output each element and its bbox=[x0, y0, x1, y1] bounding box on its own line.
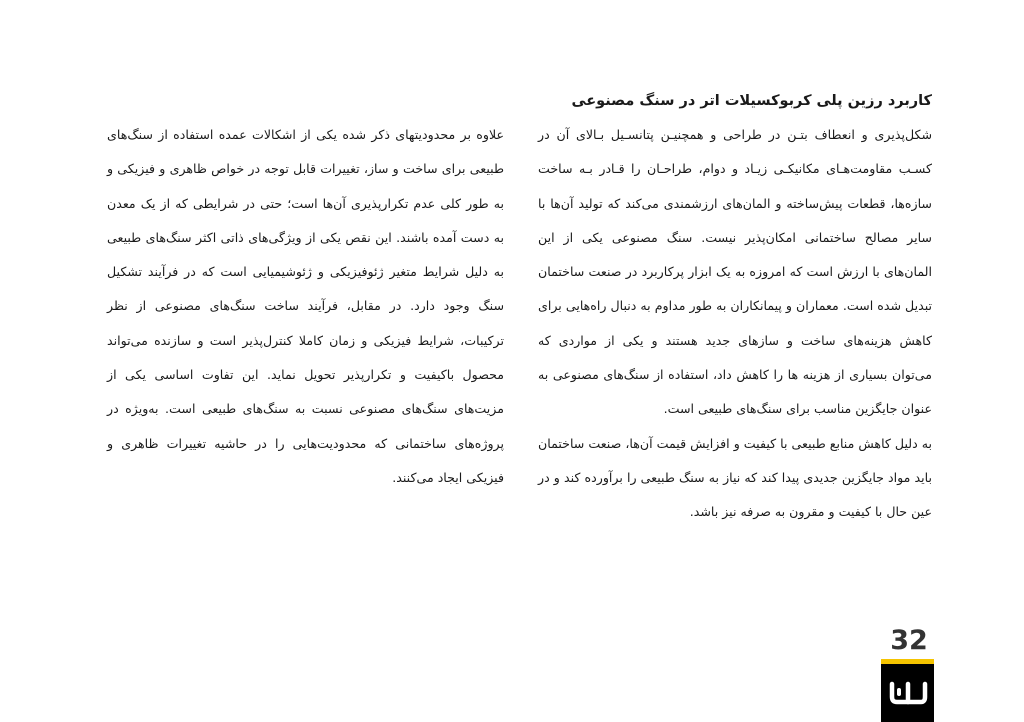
right-paragraph-1: شکل‌پذیری و انعطاف بتـن در طراحی و همچنیـن پتانسـیل بـالای آن در کسـب مقاومت‌هـای مکانیکـی زیـاد و دوام، طراحـان را قـادر بـه ساخت سازه‌ها، قطعات پیش‌ساخته و المان‌های ارزشمندی می‌کند که تولید آن‌ها با سایر مصالح ساختمانی امکان‌پذیر نیست. سنگ مصنوعی یکی از این المان‌های با ارزش است که امروزه به یک ابزار پرکاربرد در صنعت ساختمان تبدیل شده است. معماران و پیمانکاران به طور مداوم به دنبال راه‌هایی برای کاهش هزینه‌های ساخت و سازهای جدید هستند و یکی از مواردی که می‌توان بسیاری از هزینه ها را کاهش داد، استفاده از سنگ‌های مصنوعی به عنوان جایگزین مناسب برای سنگ‌های طبیعی است. bbox=[538, 127, 932, 417]
article-left-column bbox=[107, 118, 504, 495]
right-paragraph-2: به دلیل کاهش منابع طبیعی با کیفیت و افزایش قیمت آن‌ها، صنعت ساختمان باید مواد جایگزین جدیدی پیدا کند که نیاز به سنگ طبیعی را برآورده کند و در عین حال با کیفیت و مقرون به صرفه نیز باشد. bbox=[538, 435, 932, 520]
article-right-column bbox=[538, 84, 932, 530]
page-number: 32 bbox=[890, 625, 928, 656]
article-title: کاربرد رزین پلی کربوکسیلات اتر در سنگ مصنوعی bbox=[571, 93, 932, 109]
left-paragraph-1: علاوه بر محدودیتهای ذکر شده یکی از اشکالات عمده استفاده از سنگ‌های طبیعی برای ساخت و ساز، تغییرات قابل توجه در خواص ظاهری و فیزیکی و به طور کلی عدم تکرارپذیری آن‌ها است؛ حتی در شرایطی که از یک معدن به دست آمده باشند. این نقص یکی از ویژگی‌های ذاتی اکثر سنگ‌های طبیعی به دلیل شرایط متغیر ژئوفیزیکی و ژئوشیمیایی است که در فرآیند تشکیل سنگ وجود دارد. در مقابل، فرآیند ساخت سنگ‌های مصنوعی از نظر ترکیبات، شرایط فیزیکی و زمان کاملا کنترل‌پذیر است و سازنده می‌تواند محصول باکیفیت و تکرارپذیر تحویل نماید. این تفاوت اساسی یکی از مزیت‌های سنگ‌های مصنوعی نسبت به سنگ‌های طبیعی است. به‌ویژه در پروژه‌های ساختمانی که محدودیت‌هایی را در حاشیه تغییرات ظاهری و فیزیکی ایجاد می‌کنند. bbox=[107, 127, 504, 485]
publisher-logo-icon bbox=[881, 664, 934, 722]
